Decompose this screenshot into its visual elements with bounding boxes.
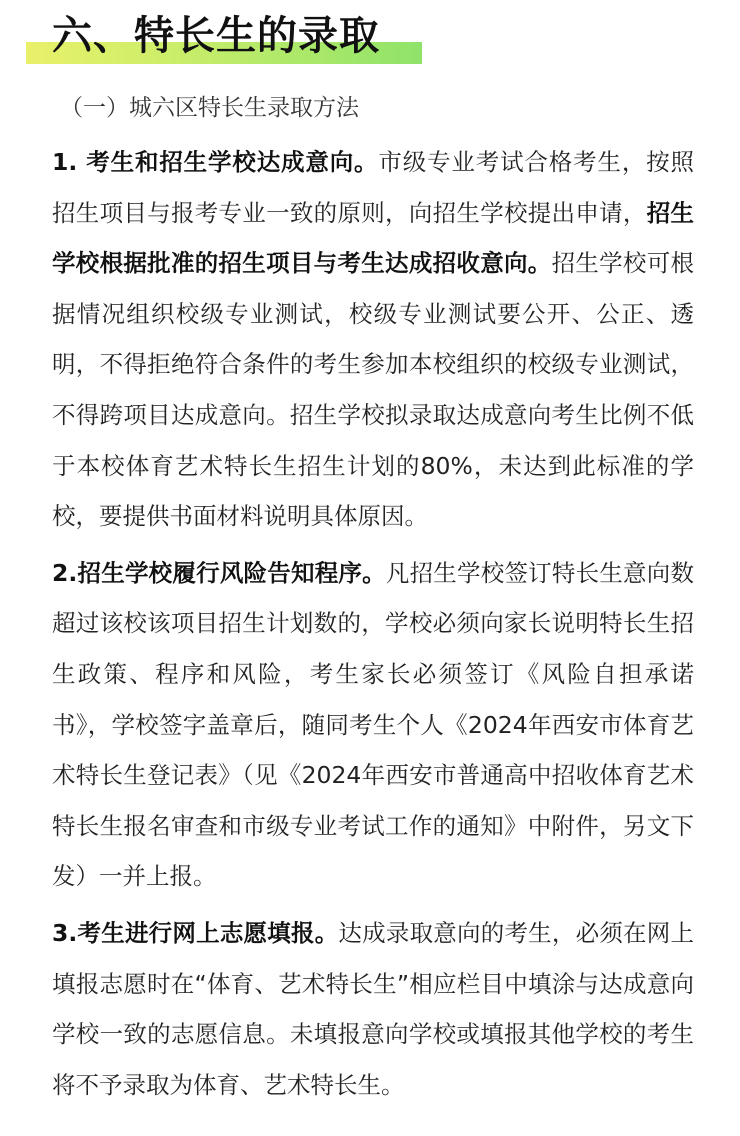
section-subtitle: （一）城六区特长生录取方法 [60,95,359,121]
paragraph-2-text: 凡招生学校签订特长生意向数超过该校该项目招生计划数的，学校必须向家长说明特长生招生政策、程序和风险，考生家长必须签订《风险自担承诺书》，学校签字盖章后，随同考生个人《2024年西安市体育艺术特长生登记表》（见《2024年西安市普通高中招收体育艺术特长生报名审查和市级专业考试工作的通知》中附件，另文下发）一并上报。 [52,558,694,891]
document-body [52,137,694,1116]
paragraph-3 [52,908,694,1110]
section-title: 六、特长生的录取 [52,13,380,59]
paragraph-1 [52,137,694,542]
paragraph-1-text-a: 市级专业考试合格考生，按照招生项目与报考专业一致的原则，向招生学校提出申请， [52,148,695,227]
paragraph-3-heading: 3.考生进行网上志愿填报。 [52,918,339,947]
section-title-block [26,8,426,66]
paragraph-1-text-b: 招生学校可根据情况组织校级专业测试，校级专业测试要公开、公正、透明，不得拒绝符合条件的考生参加本校组织的校级专业测试，不得跨项目达成意向。招生学校拟录取达成意向考生比例不低于本校体育艺术特长生招生计划的80%，未达到此标准的学校，要提供书面材料说明具体原因。 [52,249,695,531]
paragraph-2-heading: 2.招生学校履行风险告知程序。 [52,558,386,587]
paragraph-2 [52,548,694,902]
paragraph-1-heading: 1. 考生和招生学校达成意向。 [52,148,379,176]
paragraph-3-text: 达成录取意向的考生，必须在网上填报志愿时在“体育、艺术特长生”相应栏目中填涂与达成意向学校一致的志愿信息。未填报意向学校或填报其他学校的考生将不予录取为体育、艺术特长生。 [52,918,695,1099]
paragraph-1-bold-text: 招生学校根据批准的招生项目与考生达成招收意向。 [52,198,695,278]
